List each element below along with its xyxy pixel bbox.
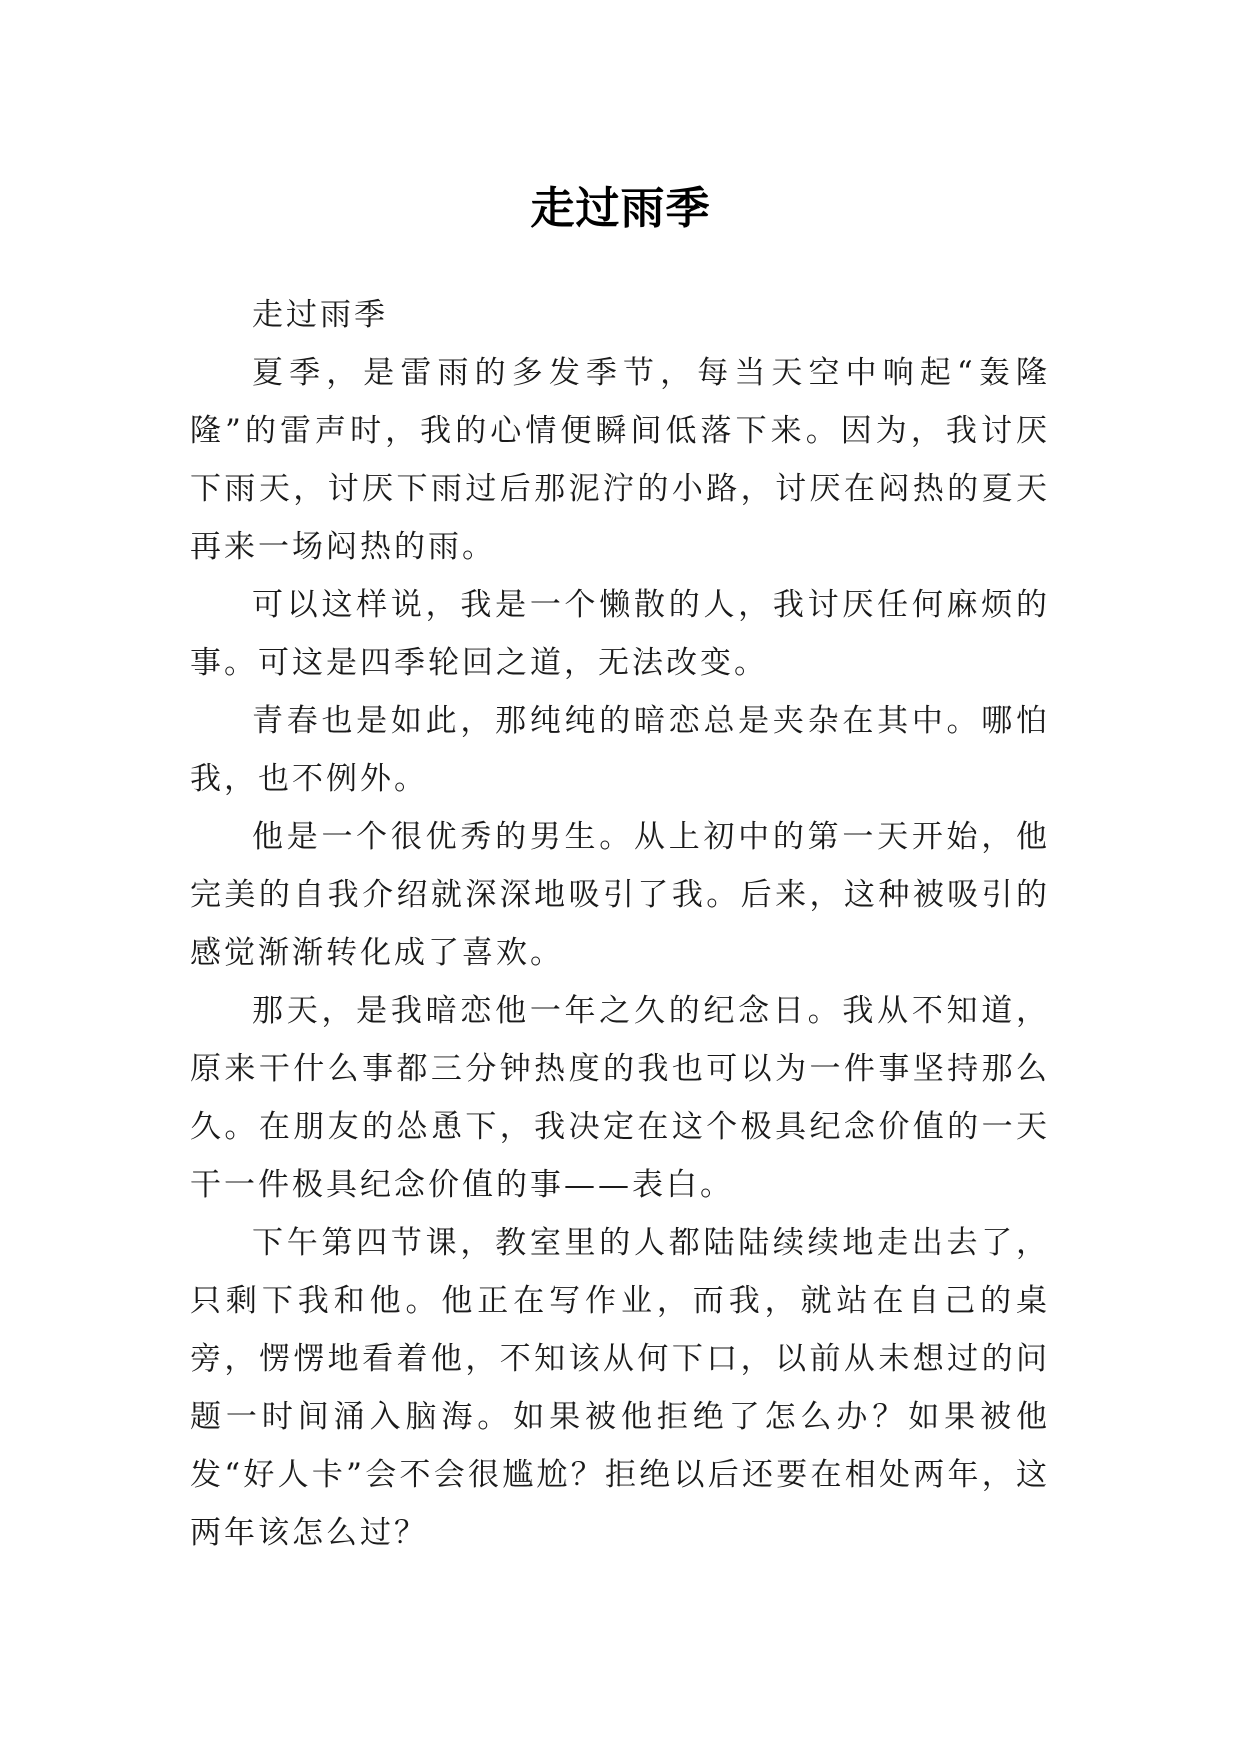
document-title: 走过雨季 [530, 183, 711, 235]
document-body [190, 286, 1050, 1562]
paragraph: 夏季，是雷雨的多发季节，每当天空中响起“轰隆隆”的雷声时，我的心情便瞬间低落下来。因为，我讨厌下雨天，讨厌下雨过后那泥泞的小路，讨厌在闷热的夏天再来一场闷热的雨。 [190, 355, 1050, 565]
paragraph: 那天，是我暗恋他一年之久的纪念日。我从不知道，原来干什么事都三分钟热度的我也可以为一件事坚持那么久。在朋友的怂恿下，我决定在这个极具纪念价值的一天干一件极具纪念价值的事——表白。 [190, 993, 1050, 1203]
paragraph: 青春也是如此，那纯纯的暗恋总是夹杂在其中。哪怕我，也不例外。 [190, 703, 1050, 797]
paragraph: 他是一个很优秀的男生。从上初中的第一天开始，他完美的自我介绍就深深地吸引了我。后来，这种被吸引的感觉渐渐转化成了喜欢。 [190, 819, 1050, 971]
paragraph: 可以这样说，我是一个懒散的人，我讨厌任何麻烦的事。可这是四季轮回之道，无法改变。 [190, 587, 1050, 681]
paragraph: 下午第四节课，教室里的人都陆陆续续地走出去了，只剩下我和他。他正在写作业，而我，就站在自己的桌旁，愣愣地看着他，不知该从何下口，以前从未想过的问题一时间涌入脑海。如果被他拒绝了怎么办？如果被他发“好人卡”会不会很尴尬？拒绝以后还要在相处两年，这两年该怎么过？ [190, 1225, 1050, 1551]
paragraph-heading: 走过雨季 [252, 297, 388, 333]
